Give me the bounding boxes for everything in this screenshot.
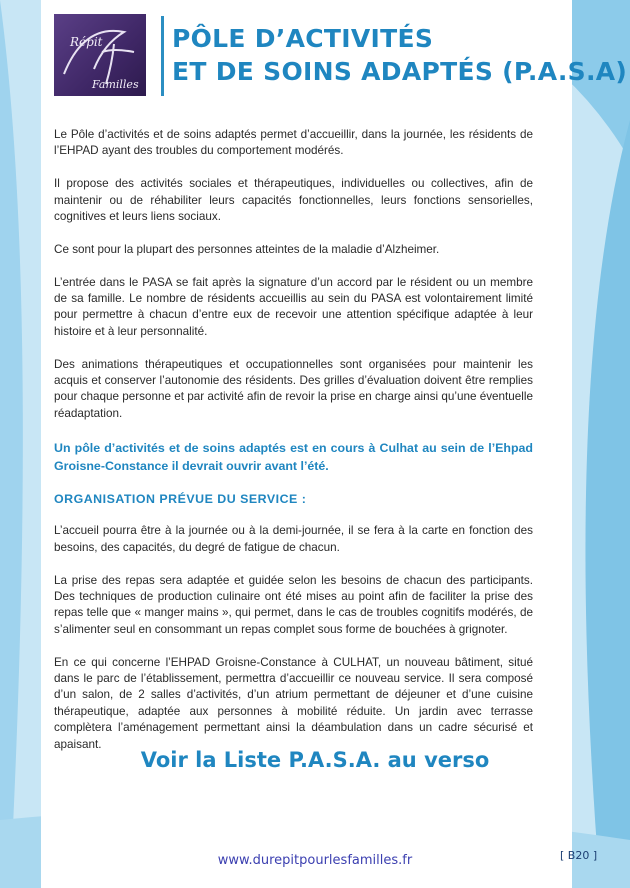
title-rule (161, 16, 164, 96)
footer-website-link[interactable]: www.durepitpourlesfamilles.fr (217, 853, 413, 868)
cta-see-list: Voir la Liste P.A.S.A. au verso (140, 748, 490, 772)
logo-text-bottom: Familles (92, 78, 139, 91)
highlight-announcement: Un pôle d’activités et de soins adaptés est en cours à Culhat au sein de l’Ehpad Groisne-Constance il devrait ouvrir avant l’été. (54, 440, 533, 473)
title-line-1: PÔLE D’ACTIVITÉS (172, 24, 434, 53)
logo-icon (54, 14, 146, 96)
page-reference: [ B20 ] (560, 849, 598, 862)
paragraph-intro: Le Pôle d’activités et de soins adaptés permet d’accueillir, dans la journée, les résidents de l’EHPAD ayant des troubles du comportement modérés. (54, 128, 533, 158)
section-heading-organisation: ORGANISATION PRÉVUE DU SERVICE : (54, 492, 307, 507)
title-line-2: ET DE SOINS ADAPTÉS (P.A.S.A) (172, 57, 628, 86)
paragraph-batiment: En ce qui concerne l’EHPAD Groisne-Constance à CULHAT, un nouveau bâtiment, situé dans le parc de l’établissement, permettra d’accueillir ce nouveau service. Il sera composé d’un salon, de 2 salles d’activités, d’un atrium permettant de déjeuner et d’une cuisine thérapeutique, adaptée aux personnes à mobilité réduite. Un jardin avec terrasse complètera l’aménagement permettant ainsi la déambulation dans un cadre sécurisé et apaisant. (54, 655, 533, 751)
body-text (54, 127, 533, 753)
paragraph-repas: La prise des repas sera adaptée et guidée selon les besoins de chacun des participants. Des techniques de production culinaire ont été mises au point afin de faciliter la prise des repas telle que « manger mains », qui permet, dans le cas de troubles cognitifs modérés, de s’alimenter seul en consommant un repas complet sous forme de bouchées à grignoter. (54, 573, 533, 636)
paragraph-activities: Il propose des activités sociales et thérapeutiques, individuelles ou collectives, afin de maintenir ou de réhabiliter leurs capacités fonctionnelles, leurs fonctions sensorielles, cognitives et leurs liens sociaux. (54, 177, 533, 224)
page-title (172, 22, 627, 88)
paragraph-alzheimer: Ce sont pour la plupart des personnes atteintes de la maladie d’Alzheimer. (54, 242, 440, 256)
paragraph-admission: L’entrée dans le PASA se fait après la signature d’un accord par le résident ou un membre de sa famille. Le nombre de résidents accueillis au sein du PASA est volontairement limité pour permettre à chacun d’entre eux de recevoir une attention spécifique adaptée à leur histoire et à leur personnalité. (54, 275, 533, 338)
paragraph-animations: Des animations thérapeutiques et occupationnelles sont organisées pour maintenir les acquis et conserver l’autonomie des résidents. Des grilles d’évaluation doivent être remplies pour chaque personne et par activité afin de revoir la prise en charge ainsi qu’une éventuelle réadaptation. (54, 357, 533, 420)
header (54, 14, 628, 100)
logo-text-top: Répit (70, 35, 103, 49)
paragraph-accueil: L’accueil pourra être à la journée ou à la demi-journée, il se fera à la carte en fonction des besoins, des capacités, du degré de fatigue de chacun. (54, 524, 533, 554)
